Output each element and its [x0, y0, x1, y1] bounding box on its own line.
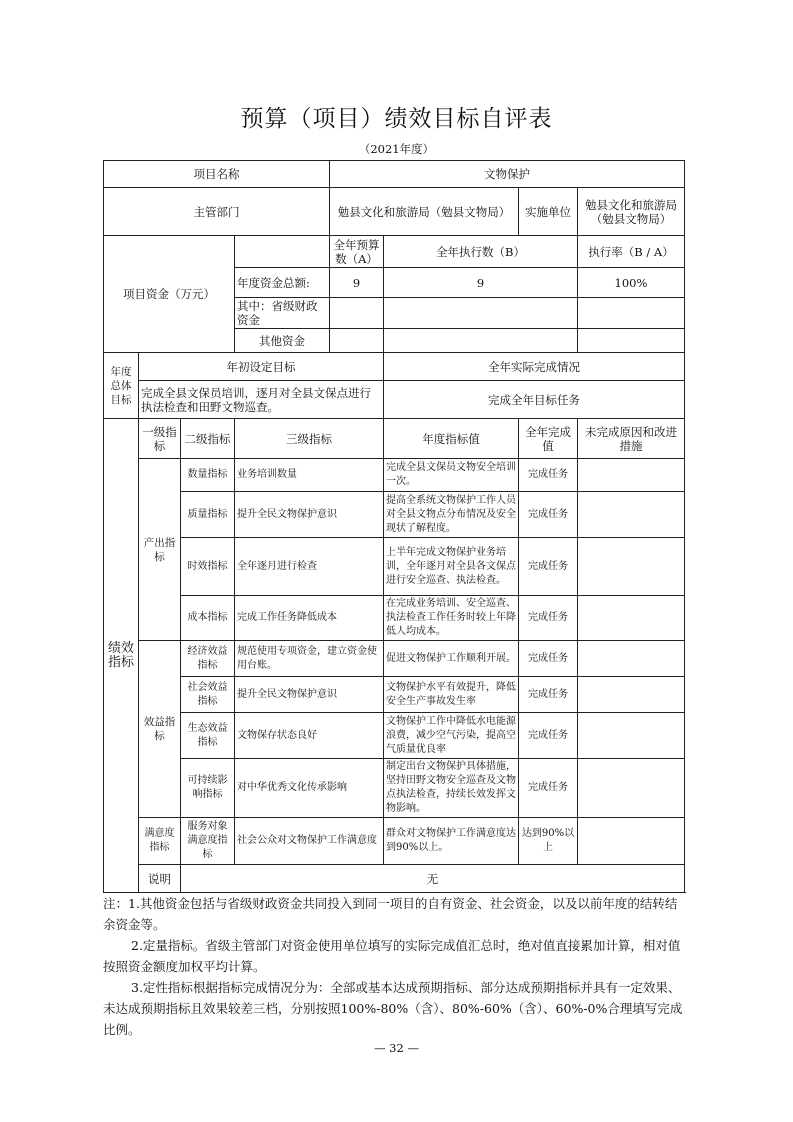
ind-done: 完成任务 — [519, 596, 578, 641]
note-item: 2.定量指标。省级主管部门对资金使用单位填写的实际完成值汇总时，绝对值直接累加计算，相对值按照资金额度加权平均计算。 — [103, 938, 681, 974]
impl-value: 勉县文化和旅游局（勉县文物局） — [578, 188, 685, 236]
ind-reason — [578, 538, 685, 596]
goals-set-value: 完成全县文保员培训，逐月对全县文保点进行执法检查和田野文物巡查。 — [139, 381, 384, 419]
remark-label: 说明 — [139, 865, 181, 893]
goals-set-header: 年初设定目标 — [139, 353, 384, 381]
ind-h-level2: 二级指标 — [181, 419, 235, 459]
funds-col-rate: 执行率（B / A） — [578, 236, 685, 268]
ind-h-done: 全年完成值 — [519, 419, 578, 459]
notes — [103, 893, 684, 1040]
ind-h-reason: 未完成原因和改进措施 — [578, 419, 685, 459]
ind-reason — [578, 713, 685, 759]
dept-label: 主管部门 — [104, 188, 330, 236]
impl-label: 实施单位 — [519, 188, 578, 236]
ind-reason — [578, 818, 685, 865]
project-name-value: 文物保护 — [330, 161, 685, 188]
ind-l3: 全年逐月进行检查 — [235, 538, 384, 596]
goals-done-header: 全年实际完成情况 — [384, 353, 685, 381]
ind-h-target: 年度指标值 — [384, 419, 519, 459]
funds-row-total-label: 年度资金总额: — [235, 268, 330, 298]
funds-header-empty — [235, 236, 330, 268]
project-name-label: 项目名称 — [104, 161, 330, 188]
ind-target: 上半年完成文物保护业务培训，全年逐月对全县各文保点进行安全巡查、执法检查。 — [384, 538, 519, 596]
funds-row-province-label: 其中：省级财政资金 — [235, 298, 330, 329]
page-title: 预算（项目）绩效目标自评表 — [240, 106, 553, 132]
ind-target: 提高全系统文物保护工作人员对全县文物点分布情况及安全现状了解程度。 — [384, 492, 519, 538]
ind-l3: 业务培训数量 — [235, 459, 384, 492]
ind-l2: 生态效益指标 — [181, 713, 235, 759]
ind-l3: 提升全民文物保护意识 — [235, 677, 384, 713]
ind-target: 文物保护水平有效提升，降低安全生产事故发生率 — [384, 677, 519, 713]
funds-col-exec: 全年执行数（B） — [384, 236, 578, 268]
goals-label: 年度总体目标 — [104, 353, 139, 419]
funds-row-total-exec: 9 — [384, 268, 578, 298]
ind-target: 制定出台文物保护具体措施，坚持田野文物安全巡查及文物点执法检查，持续长效发挥文物影响。 — [384, 759, 519, 818]
ind-l3: 完成工作任务降低成本 — [235, 596, 384, 641]
ind-target: 群众对文物保护工作满意度达到90%以上。 — [384, 818, 519, 865]
ind-l3: 规范使用专项资金，建立资金使用台账。 — [235, 641, 384, 677]
ind-target: 完成全县文保员文物安全培训一次。 — [384, 459, 519, 492]
funds-row-province-rate — [578, 298, 685, 329]
remark-value: 无 — [181, 865, 685, 893]
ind-l2: 社会效益指标 — [181, 677, 235, 713]
ind-reason — [578, 641, 685, 677]
funds-row-province-exec — [384, 298, 578, 329]
funds-row-other-exec — [384, 329, 578, 353]
ind-l2: 时效指标 — [181, 538, 235, 596]
ind-reason — [578, 677, 685, 713]
ind-l2: 成本指标 — [181, 596, 235, 641]
ind-l3: 社会公众对文物保护工作满意度 — [235, 818, 384, 865]
satisfaction-label: 满意度指标 — [139, 818, 181, 865]
ind-done: 达到90%以上 — [519, 818, 578, 865]
funds-row-other-label: 其他资金 — [235, 329, 330, 353]
ind-l2: 可持续影响指标 — [181, 759, 235, 818]
ind-l3: 文物保存状态良好 — [235, 713, 384, 759]
ind-target: 促进文物保护工作顺利开展。 — [384, 641, 519, 677]
funds-label: 项目资金（万元） — [104, 236, 235, 353]
ind-target: 在完成业务培训、安全巡查、执法检查工作任务时较上年降低人均成本。 — [384, 596, 519, 641]
funds-row-other-budget — [330, 329, 384, 353]
output-label: 产出指标 — [139, 459, 181, 641]
ind-done: 完成任务 — [519, 538, 578, 596]
funds-row-total-rate: 100% — [578, 268, 685, 298]
page-number: — 32 — — [374, 1041, 419, 1055]
funds-col-budget: 全年预算数（A） — [330, 236, 384, 268]
ind-reason — [578, 596, 685, 641]
self-evaluation-table — [103, 160, 685, 893]
ind-done: 完成任务 — [519, 641, 578, 677]
ind-done: 完成任务 — [519, 677, 578, 713]
ind-h-level3: 三级指标 — [235, 419, 384, 459]
note-item: 注：1.其他资金包括与省级财政资金共同投入到同一项目的自有资金、社会资金，以及以前年度的结转结余资金等。 — [103, 896, 678, 932]
ind-l3: 提升全民文物保护意识 — [235, 492, 384, 538]
ind-reason — [578, 759, 685, 818]
ind-l2: 质量指标 — [181, 492, 235, 538]
goals-done-value: 完成全年目标任务 — [384, 381, 685, 419]
ind-l2: 经济效益指标 — [181, 641, 235, 677]
ind-l3: 对中华优秀文化传承影响 — [235, 759, 384, 818]
effect-label: 效益指标 — [139, 641, 181, 818]
ind-done: 完成任务 — [519, 459, 578, 492]
funds-row-other-rate — [578, 329, 685, 353]
ind-h-level1: 一级指标 — [139, 419, 181, 459]
indicators-label: 绩效指标 — [104, 419, 139, 893]
funds-row-total-budget: 9 — [330, 268, 384, 298]
ind-done: 完成任务 — [519, 492, 578, 538]
year-label: （2021年度） — [358, 142, 435, 156]
funds-row-province-budget — [330, 298, 384, 329]
ind-done: 完成任务 — [519, 759, 578, 818]
dept-value: 勉县文化和旅游局（勉县文物局） — [330, 188, 519, 236]
ind-reason — [578, 459, 685, 492]
note-item: 3.定性指标根据指标完成情况分为：全部或基本达成预期指标、部分达成预期指标并具有一定效果、未达成预期指标且效果较差三档，分别按照100%-80%（含）、80%-60%（含）、60%-0%合理填写完成比例。 — [103, 980, 683, 1037]
ind-done: 完成任务 — [519, 713, 578, 759]
ind-reason — [578, 492, 685, 538]
ind-l2: 服务对象满意度指标 — [181, 818, 235, 865]
ind-l2: 数量指标 — [181, 459, 235, 492]
ind-target: 文物保护工作中降低水电能源浪费，减少空气污染，提高空气质量优良率 — [384, 713, 519, 759]
